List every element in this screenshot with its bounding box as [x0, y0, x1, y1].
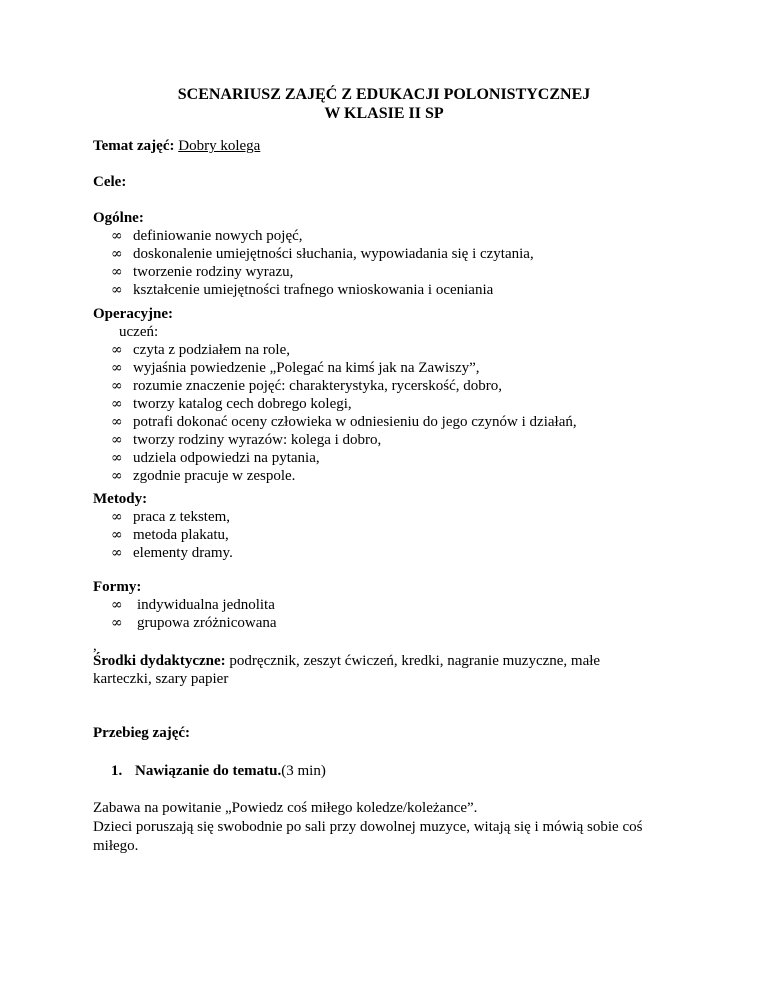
aids-text-line-2: karteczki, szary papier: [93, 671, 229, 687]
infinity-bullet-icon: ∞: [111, 432, 123, 448]
infinity-bullet-icon: ∞: [111, 396, 123, 412]
list-item: [93, 281, 693, 299]
infinity-bullet-icon: ∞: [111, 450, 123, 466]
topic-label: Temat zajęć:: [93, 138, 175, 154]
goals-section: [93, 173, 693, 191]
paragraph-line: miłego.: [93, 838, 139, 854]
infinity-bullet-icon: ∞: [111, 282, 123, 298]
infinity-bullet-icon: ∞: [111, 597, 123, 613]
course-step-1: [93, 762, 693, 780]
list-item-text: tworzy rodziny wyrazów: kolega i dobro,: [133, 432, 382, 448]
list-item: [93, 359, 693, 377]
list-item: [93, 614, 693, 632]
aids-label: Środki dydaktyczne:: [93, 653, 226, 669]
list-item: [93, 395, 693, 413]
list-item: [93, 596, 693, 614]
list-item-text: udziela odpowiedzi na pytania,: [133, 450, 320, 466]
goals-heading: Cele:: [93, 174, 127, 190]
aids-section: [93, 652, 693, 688]
list-item: [93, 263, 693, 281]
infinity-bullet-icon: ∞: [111, 246, 123, 262]
document-title-line-1: SCENARIUSZ ZAJĘĆ Z EDUKACJI POLONISTYCZNEJ: [177, 86, 591, 103]
list-item-text: elementy dramy.: [133, 545, 233, 561]
infinity-bullet-icon: ∞: [111, 228, 123, 244]
list-item: [93, 377, 693, 395]
infinity-bullet-icon: ∞: [111, 342, 123, 358]
topic-section: [93, 137, 693, 155]
methods-heading: Metody:: [93, 491, 148, 507]
infinity-bullet-icon: ∞: [111, 360, 123, 376]
forms-section: [93, 578, 693, 632]
list-item-text: definiowanie nowych pojęć,: [133, 228, 303, 244]
list-item-text: wyjaśnia powiedzenie „Polegać na kimś jak na Zawiszy”,: [133, 360, 480, 376]
document-title-line-2: W KLASIE II SP: [324, 105, 444, 122]
infinity-bullet-icon: ∞: [111, 527, 123, 543]
general-goals-section: [93, 209, 693, 299]
list-item: [93, 413, 693, 431]
list-item-text: potrafi dokonać oceny człowieka w odniesieniu do jego czynów i działań,: [133, 414, 577, 430]
list-item-text: zgodnie pracuje w zespole.: [133, 468, 296, 484]
list-item-text: praca z tekstem,: [133, 509, 231, 525]
step-number: 1.: [111, 763, 123, 779]
list-item: [93, 544, 693, 562]
operational-goals-section: [93, 305, 693, 485]
infinity-bullet-icon: ∞: [111, 468, 123, 484]
list-item: [93, 431, 693, 449]
infinity-bullet-icon: ∞: [111, 615, 123, 631]
step-time: (3 min): [281, 763, 326, 779]
list-item-text: tworzy katalog cech dobrego kolegi,: [133, 396, 352, 412]
course-heading: Przebieg zajęć:: [93, 725, 191, 741]
operational-subject: uczeń:: [119, 324, 159, 340]
stray-mark: ,: [93, 638, 97, 654]
list-item-text: rozumie znaczenie pojęć: charakterystyka, rycerskość, dobro,: [133, 378, 502, 394]
step-title: Nawiązanie do tematu.: [135, 763, 282, 779]
topic-value: Dobry kolega: [178, 138, 261, 154]
list-item: [93, 341, 693, 359]
infinity-bullet-icon: ∞: [111, 378, 123, 394]
infinity-bullet-icon: ∞: [111, 545, 123, 561]
general-heading: Ogólne:: [93, 210, 144, 226]
list-item-text: doskonalenie umiejętności słuchania, wypowiadania się i czytania,: [133, 246, 534, 262]
list-item-text: metoda plakatu,: [133, 527, 229, 543]
list-item: [93, 449, 693, 467]
infinity-bullet-icon: ∞: [111, 264, 123, 280]
operational-heading: Operacyjne:: [93, 306, 173, 322]
infinity-bullet-icon: ∞: [111, 414, 123, 430]
forms-heading: Formy:: [93, 579, 142, 595]
infinity-bullet-icon: ∞: [111, 509, 123, 525]
list-item: [93, 526, 693, 544]
paragraph-line: Zabawa na powitanie „Powiedz coś miłego koledze/koleżance”.: [93, 800, 478, 816]
methods-section: [93, 490, 693, 562]
list-item-text: grupowa zróżnicowana: [137, 615, 277, 631]
aids-text-line-1: podręcznik, zeszyt ćwiczeń, kredki, nagranie muzyczne, małe: [225, 653, 601, 669]
list-item-text: kształcenie umiejętności trafnego wnioskowania i oceniania: [133, 282, 494, 298]
course-paragraph: [93, 799, 733, 856]
list-item-text: tworzenie rodziny wyrazu,: [133, 264, 294, 280]
list-item-text: czyta z podziałem na role,: [133, 342, 291, 358]
paragraph-line: Dzieci poruszają się swobodnie po sali przy dowolnej muzyce, witają się i mówią sobie coś: [93, 819, 643, 835]
course-section: [93, 724, 693, 742]
list-item-text: indywidualna jednolita: [137, 597, 275, 613]
list-item: [93, 508, 693, 526]
list-item: [93, 245, 693, 263]
list-item: [93, 227, 693, 245]
list-item: [93, 467, 693, 485]
